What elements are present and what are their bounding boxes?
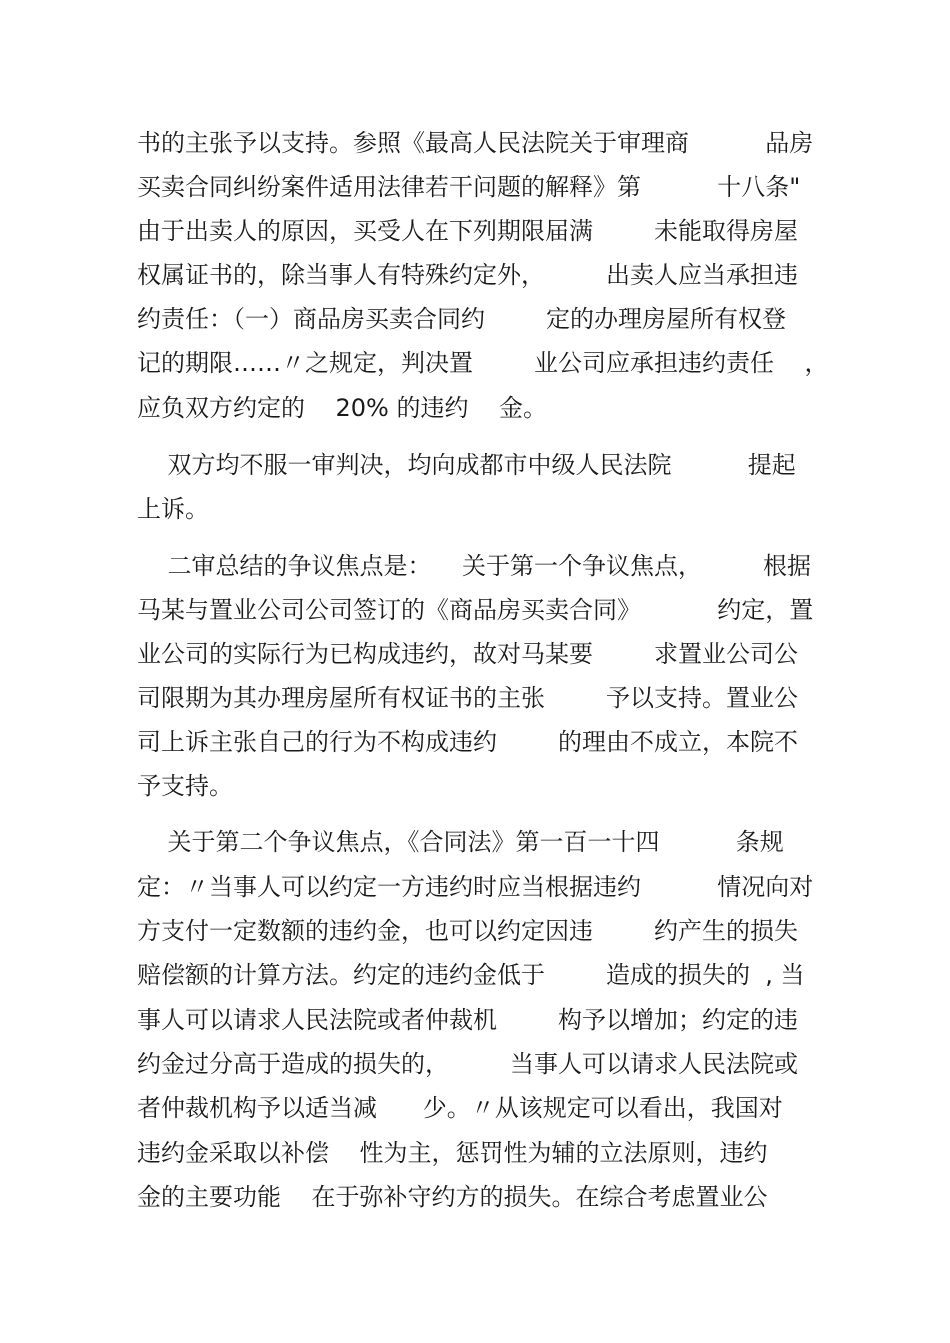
paragraph-4-line-9: 金的主要功能 在于弥补守约方的损失。在综合考虑置业公 <box>137 1183 768 1211</box>
paragraph-4-line-7: 者仲裁机构予以适当减 少。〃从该规定可以看出，我国对 <box>137 1094 783 1122</box>
paragraph-3-line-3: 业公司的实际行为已构成违约，故对马某要 求置业公司公 <box>137 640 799 668</box>
paragraph-1-line-4: 权属证书的，除当事人有特殊约定外， 出卖人应当承担违 <box>137 261 799 289</box>
paragraph-4-line-1: 关于第二个争议焦点，《合同法》第一百一十四 条规 <box>137 828 784 856</box>
paragraph-3-line-2: 马某与置业公司公司签订的《商品房买卖合同》 约定，置 <box>137 596 814 624</box>
paragraph-4-line-4: 赔偿额的计算方法。约定的违约金低于 造成的损失的 , 当 <box>137 961 805 989</box>
paragraph-1-line-5: 约责任：（一）商品房买卖合同约 定的办理房屋所有权登 <box>137 305 787 333</box>
paragraph-4-line-2: 定：〃当事人可以约定一方违约时应当根据违约 情况向对 <box>137 873 814 901</box>
paragraph-3-line-6: 予支持。 <box>137 772 233 800</box>
paragraph-4-line-6: 约金过分高于造成的损失的， 当事人可以请求人民法院或 <box>137 1050 799 1078</box>
paragraph-3-line-4: 司限期为其办理房屋所有权证书的主张 予以支持。置业公 <box>137 684 799 712</box>
paragraph-1-line-1: 书的主张予以支持。参照《最高人民法院关于审理商 品房 <box>137 129 814 157</box>
paragraph-1-line-3: 由于出卖人的原因，买受人在下列期限届满 未能取得房屋 <box>137 217 799 245</box>
paragraph-4-line-3: 方支付一定数额的违约金，也可以约定因违 约产生的损失 <box>137 917 799 945</box>
paragraph-4-line-5: 事人可以请求人民法院或者仲裁机 构予以增加；约定的违 <box>137 1006 799 1034</box>
paragraph-2-line-1: 双方均不服一审判决，均向成都市中级人民法院 提起 <box>137 451 796 479</box>
paragraph-2-line-2: 上诉。 <box>137 495 209 523</box>
paragraph-3-line-1: 二审总结的争议焦点是： 关于第一个争议焦点， 根据 <box>137 552 812 580</box>
paragraph-3-line-5: 司上诉主张自己的行为不构成违约 的理由不成立，本院不 <box>137 728 799 756</box>
paragraph-4-line-8: 违约金采取以补偿 性为主，惩罚性为辅的立法原则，违约 <box>137 1139 768 1167</box>
paragraph-1-line-2: 买卖合同纠纷案件适用法律若干问题的解释》第 十八条" <box>137 173 801 201</box>
paragraph-1-line-7: 应负双方约定的 20% 的违约 金。 <box>137 394 548 422</box>
paragraph-1-line-6: 记的期限……〃之规定，判决置 业公司应承担违约责任 ， <box>137 349 829 377</box>
